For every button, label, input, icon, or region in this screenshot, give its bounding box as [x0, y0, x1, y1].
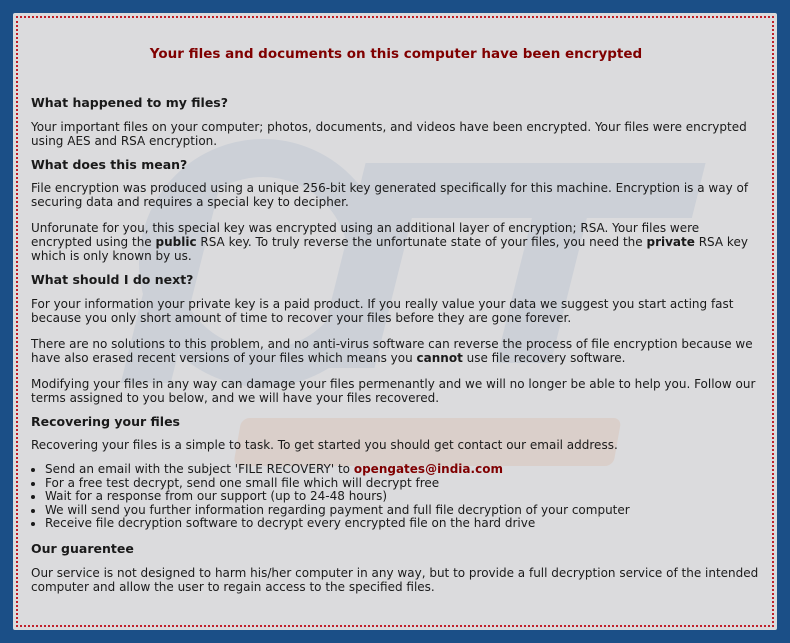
- text-segment: Unforunate for you, this special key was encrypted using an additional layer of encryption; RSA. Your files were encrypted using the: [31, 221, 700, 249]
- paragraph-modifying-files: Modifying your files in any way can damage your files permenantly and we will no longer be able to help you. Follow our terms assigned to you below, and we will have your files recovered.: [31, 377, 756, 405]
- ransom-note-panel: [13, 13, 777, 630]
- text-segment: RSA key which is only known by us.: [31, 235, 748, 263]
- paragraph-private-key-paid: For your information your private key is a paid product. If you really value your data we suggest you start acting fast because you only short amount of time to recover your files before they are gone forever.: [31, 297, 734, 325]
- message-content: [31, 13, 761, 594]
- list-item: [45, 463, 761, 477]
- text-segment: Send an email with the subject 'FILE RECOVERY' to: [45, 462, 354, 476]
- paragraph-recovering: Recovering your files is a simple to task. To get started you should get contact our email address.: [31, 438, 618, 452]
- heading-recovering: Recovering your files: [31, 414, 180, 429]
- paragraph-encryption-explained: File encryption was produced using a unique 256-bit key generated specifically for this machine. Encryption is a way of securing data and requires a special key to decipher.: [31, 181, 749, 209]
- paragraph-guarantee: Our service is not designed to harm his/her computer in any way, but to provide a full decryption service of the intended computer and allow the user to regain access to the specified files.: [31, 565, 759, 594]
- page-title: Your files and documents on this computer have been encrypted: [149, 46, 643, 62]
- text-segment: There are no solutions to this problem, and no anti-virus software can reverse the process of file encryption because we have also erased recent versions of your files which means you: [31, 337, 753, 365]
- recovery-steps-list: [31, 463, 761, 531]
- list-item: • Receive file decryption software to decrypt every encrypted file on the hard drive: [45, 517, 761, 531]
- paragraph-rsa-key: [31, 221, 761, 263]
- contact-email: opengates@india.com: [353, 462, 503, 476]
- list-item: • For a free test decrypt, send one small file which will decrypt free: [45, 477, 761, 491]
- heading-what-next: What should I do next?: [31, 272, 194, 287]
- text-segment: RSA key. To truly reverse the unfortunate state of your files, you need the: [196, 235, 647, 249]
- paragraph-what-happened: Your important files on your computer; photos, documents, and videos have been encrypted. Your files were encrypted using AES and RSA encryption.: [31, 120, 747, 148]
- heading-guarantee: Our guarentee: [31, 540, 134, 556]
- list-item: • Wait for a response from our support (up to 24-48 hours): [45, 490, 761, 504]
- paragraph-no-solutions: [31, 337, 761, 365]
- emphasis-private: private: [646, 235, 695, 249]
- list-item: • We will send you further information regarding payment and full file decryption of your computer: [45, 504, 761, 518]
- heading-what-happened: What happened to my files?: [31, 95, 228, 110]
- heading-what-it-means: What does this mean?: [31, 157, 188, 172]
- text-segment: use file recovery software.: [462, 351, 626, 365]
- emphasis-cannot: cannot: [416, 351, 463, 365]
- emphasis-public: public: [155, 235, 197, 249]
